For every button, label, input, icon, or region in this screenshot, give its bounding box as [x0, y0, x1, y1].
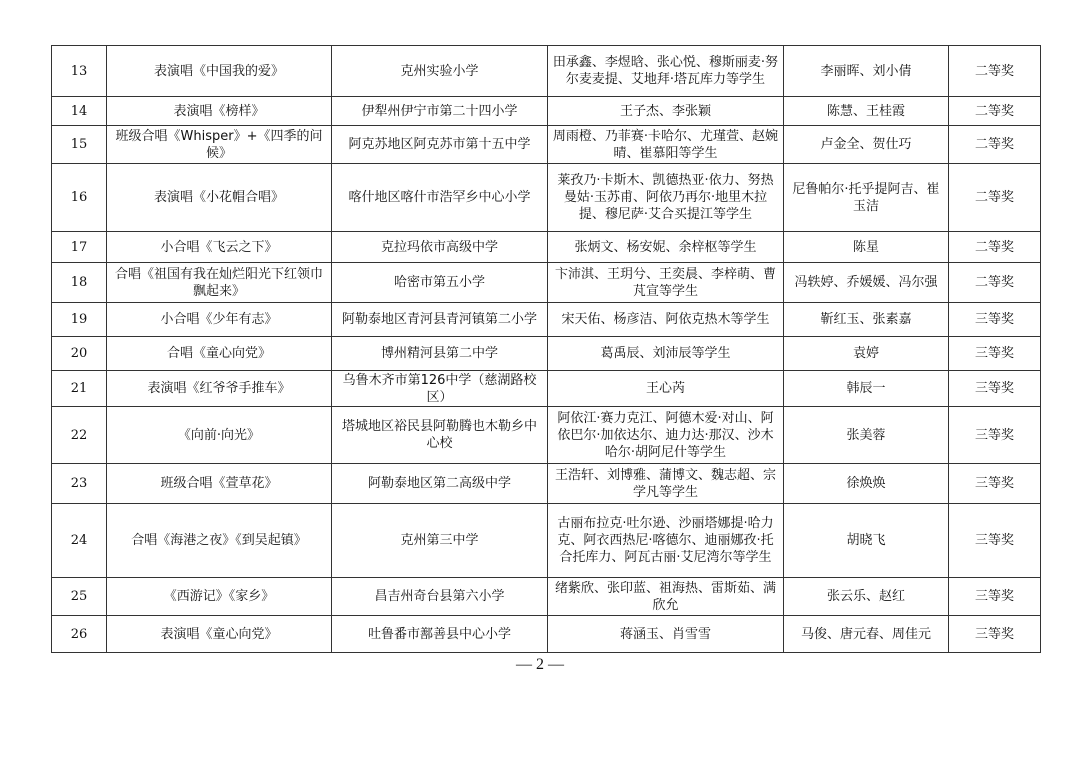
program-cell: 表演唱《小花帽合唱》 — [107, 164, 332, 232]
teachers-cell: 卢金全、贺仕巧 — [784, 126, 949, 164]
students-cell: 王子杰、李张颖 — [548, 97, 784, 126]
students-cell: 蒋涵玉、肖雪雪 — [548, 616, 784, 653]
teachers-cell: 靳红玉、张素嘉 — [784, 303, 949, 337]
teachers-cell: 韩辰一 — [784, 371, 949, 407]
award-cell: 二等奖 — [949, 46, 1041, 97]
program-cell: 合唱《祖国有我在灿烂阳光下红领巾飘起来》 — [107, 263, 332, 303]
award-cell: 三等奖 — [949, 407, 1041, 464]
teachers-cell: 袁婷 — [784, 337, 949, 371]
program-cell: 《向前·向光》 — [107, 407, 332, 464]
table-row — [52, 407, 1041, 464]
table-row — [52, 337, 1041, 371]
row-number: 22 — [52, 407, 107, 464]
row-number: 19 — [52, 303, 107, 337]
school-cell: 哈密市第五小学 — [332, 263, 548, 303]
school-cell: 乌鲁木齐市第126中学（慈湖路校区） — [332, 371, 548, 407]
teachers-cell: 胡晓飞 — [784, 504, 949, 578]
students-cell: 莱孜乃·卡斯木、凯德热亚·依力、努热曼姑·玉苏甫、阿依乃再尔·地里木拉提、穆尼萨·艾合买提江等学生 — [548, 164, 784, 232]
table-row — [52, 504, 1041, 578]
students-cell: 王浩轩、刘博雅、蒲博文、魏志超、宗学凡等学生 — [548, 464, 784, 504]
award-cell: 二等奖 — [949, 126, 1041, 164]
page-number: — 2 — — [516, 656, 564, 673]
award-cell: 三等奖 — [949, 578, 1041, 616]
program-cell: 表演唱《红爷爷手推车》 — [107, 371, 332, 407]
award-cell: 二等奖 — [949, 97, 1041, 126]
teachers-cell: 张美蓉 — [784, 407, 949, 464]
teachers-cell: 徐焕焕 — [784, 464, 949, 504]
table-row — [52, 164, 1041, 232]
school-cell: 克州实验小学 — [332, 46, 548, 97]
row-number: 23 — [52, 464, 107, 504]
table-row — [52, 97, 1041, 126]
award-cell: 三等奖 — [949, 303, 1041, 337]
program-cell: 班级合唱《萱草花》 — [107, 464, 332, 504]
table-row — [52, 232, 1041, 263]
award-cell: 二等奖 — [949, 232, 1041, 263]
students-cell: 周雨橙、乃菲赛·卡哈尔、尤瑾萱、赵婉晴、崔慕阳等学生 — [548, 126, 784, 164]
students-cell: 张炳文、杨安妮、余梓枢等学生 — [548, 232, 784, 263]
students-cell: 阿依江·赛力克江、阿德木爱·对山、阿依巴尔·加依达尔、迪力达·那汉、沙木哈尔·胡阿尼什等学生 — [548, 407, 784, 464]
row-number: 15 — [52, 126, 107, 164]
program-cell: 班级合唱《Whisper》+《四季的问候》 — [107, 126, 332, 164]
students-cell: 田承鑫、李煜晗、张心悦、穆斯丽麦·努尔麦麦提、艾地拜·塔瓦库力等学生 — [548, 46, 784, 97]
students-cell: 葛禹辰、刘沛辰等学生 — [548, 337, 784, 371]
table-row — [52, 126, 1041, 164]
school-cell: 克拉玛依市高级中学 — [332, 232, 548, 263]
teachers-cell: 尼鲁帕尔·托乎提阿吉、崔玉洁 — [784, 164, 949, 232]
school-cell: 阿勒泰地区第二高级中学 — [332, 464, 548, 504]
awards-table — [51, 45, 1041, 653]
program-cell: 表演唱《中国我的爱》 — [107, 46, 332, 97]
school-cell: 吐鲁番市鄯善县中心小学 — [332, 616, 548, 653]
students-cell: 王心芮 — [548, 371, 784, 407]
program-cell: 表演唱《榜样》 — [107, 97, 332, 126]
school-cell: 昌吉州奇台县第六小学 — [332, 578, 548, 616]
row-number: 20 — [52, 337, 107, 371]
award-cell: 三等奖 — [949, 371, 1041, 407]
table-row — [52, 303, 1041, 337]
teachers-cell: 冯轶婷、乔媛媛、冯尔强 — [784, 263, 949, 303]
table-row — [52, 464, 1041, 504]
school-cell: 阿勒泰地区青河县青河镇第二小学 — [332, 303, 548, 337]
program-cell: 小合唱《少年有志》 — [107, 303, 332, 337]
school-cell: 克州第三中学 — [332, 504, 548, 578]
row-number: 18 — [52, 263, 107, 303]
students-cell: 古丽布拉克·吐尔逊、沙丽塔娜提·哈力克、阿衣西热尼·喀德尔、迪丽娜孜·托合托库力、阿瓦古丽·艾尼湾尔等学生 — [548, 504, 784, 578]
table-row — [52, 263, 1041, 303]
teachers-cell: 陈星 — [784, 232, 949, 263]
program-cell: 表演唱《童心向党》 — [107, 616, 332, 653]
school-cell: 阿克苏地区阿克苏市第十五中学 — [332, 126, 548, 164]
school-cell: 伊犁州伊宁市第二十四小学 — [332, 97, 548, 126]
row-number: 21 — [52, 371, 107, 407]
teachers-cell: 张云乐、赵红 — [784, 578, 949, 616]
row-number: 17 — [52, 232, 107, 263]
program-cell: 合唱《海港之夜》《到吴起镇》 — [107, 504, 332, 578]
table-row — [52, 578, 1041, 616]
row-number: 24 — [52, 504, 107, 578]
teachers-cell: 陈慧、王桂霞 — [784, 97, 949, 126]
row-number: 14 — [52, 97, 107, 126]
students-cell: 卞沛淇、王玥兮、王奕晨、李梓萌、曹芃宣等学生 — [548, 263, 784, 303]
school-cell: 塔城地区裕民县阿勒腾也木勒乡中心校 — [332, 407, 548, 464]
school-cell: 喀什地区喀什市浩罕乡中心小学 — [332, 164, 548, 232]
award-cell: 三等奖 — [949, 616, 1041, 653]
award-cell: 三等奖 — [949, 464, 1041, 504]
school-cell: 博州精河县第二中学 — [332, 337, 548, 371]
program-cell: 小合唱《飞云之下》 — [107, 232, 332, 263]
award-cell: 三等奖 — [949, 504, 1041, 578]
table-row — [52, 371, 1041, 407]
table-row — [52, 46, 1041, 97]
teachers-cell: 马俊、唐元春、周佳元 — [784, 616, 949, 653]
row-number: 26 — [52, 616, 107, 653]
program-cell: 合唱《童心向党》 — [107, 337, 332, 371]
award-cell: 二等奖 — [949, 164, 1041, 232]
students-cell: 绪紫欣、张印蓝、祖海热、雷斯茹、满欣允 — [548, 578, 784, 616]
award-cell: 二等奖 — [949, 263, 1041, 303]
teachers-cell: 李丽晖、刘小倩 — [784, 46, 949, 97]
table-row — [52, 616, 1041, 653]
students-cell: 宋天佑、杨彦洁、阿依克热木等学生 — [548, 303, 784, 337]
program-cell: 《西游记》《家乡》 — [107, 578, 332, 616]
award-cell: 三等奖 — [949, 337, 1041, 371]
row-number: 13 — [52, 46, 107, 97]
row-number: 25 — [52, 578, 107, 616]
row-number: 16 — [52, 164, 107, 232]
